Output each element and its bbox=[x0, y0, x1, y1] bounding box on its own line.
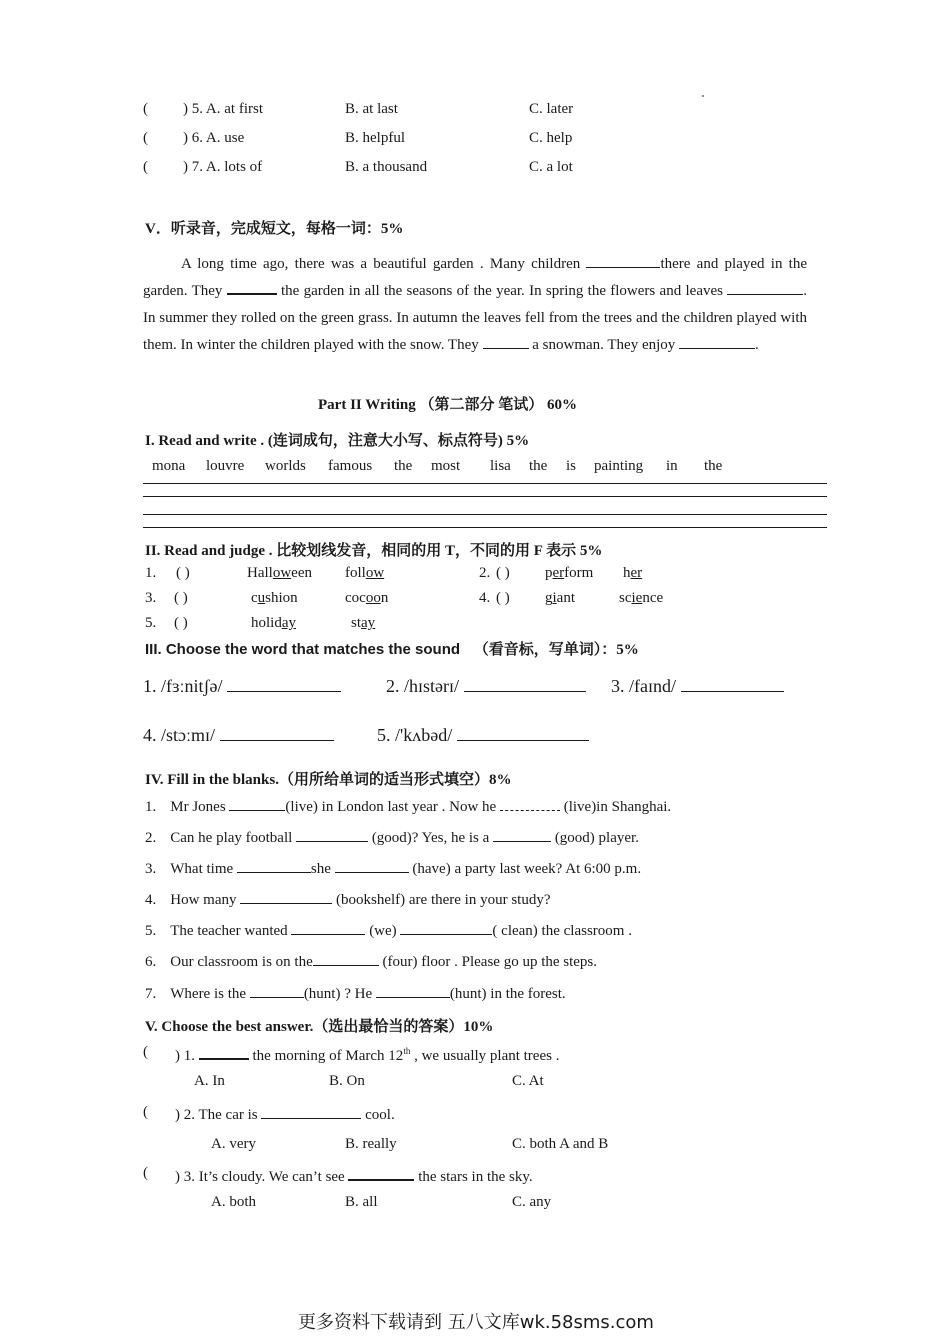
word-2: stay bbox=[351, 615, 376, 631]
item-number: 4. bbox=[479, 590, 491, 606]
answer-paren: ( bbox=[143, 1044, 148, 1060]
word-1: giant bbox=[545, 590, 575, 606]
passage-text: a snowman. They enjoy bbox=[532, 337, 676, 353]
option-b: B. at last bbox=[345, 101, 398, 117]
option-b: B. a thousand bbox=[345, 159, 428, 175]
word-1: perform bbox=[545, 565, 594, 581]
question-1: ) 1. the morning of March 12th , we usually plant trees . bbox=[175, 1046, 560, 1064]
fill-item: 2. Can he play football (good)? Yes, he is a (good) player. bbox=[145, 827, 639, 847]
blank[interactable] bbox=[679, 334, 755, 349]
option-b[interactable]: B. all bbox=[345, 1194, 378, 1210]
word: most bbox=[431, 458, 461, 474]
option-c[interactable]: C. any bbox=[512, 1194, 552, 1210]
stray-dot bbox=[702, 95, 704, 97]
blank[interactable] bbox=[227, 279, 277, 295]
answer-blank[interactable] bbox=[229, 796, 285, 811]
answer-paren: ( bbox=[143, 101, 148, 117]
answer-blank[interactable] bbox=[493, 827, 551, 842]
passage-text: the garden in all the seasons of the year. In spring the flowers and leaves bbox=[281, 283, 723, 299]
answer-paren[interactable]: ( ) bbox=[174, 590, 188, 606]
word-1: holiday bbox=[251, 615, 297, 631]
answer-blank[interactable] bbox=[376, 983, 450, 998]
passage-text: there and played in the garden. They bbox=[143, 256, 807, 299]
fill-item: 4. How many (bookshelf) are there in your study? bbox=[145, 889, 551, 909]
answer-blank[interactable] bbox=[291, 920, 365, 935]
question-3: ) 3. It’s cloudy. We can’t see the stars in the sky. bbox=[175, 1165, 533, 1186]
answer-blank[interactable] bbox=[400, 920, 492, 935]
question-5: ) 5. A. at first bbox=[183, 101, 263, 117]
item-number: 2. bbox=[479, 565, 491, 581]
answer-blank[interactable] bbox=[261, 1104, 361, 1119]
word: famous bbox=[328, 458, 373, 474]
phonetic-item: 5. /'kʌbəd/ bbox=[377, 725, 589, 746]
footer-watermark: 更多资料下载请到 五八文库wk.58sms.com bbox=[298, 1312, 654, 1333]
option-b[interactable]: B. really bbox=[345, 1136, 397, 1152]
sec2-heading: II. Read and judge . 比较划线发音，相同的用 T，不同的用 F 表示 5% bbox=[145, 543, 603, 559]
item-number: 3. bbox=[145, 590, 157, 606]
fill-item: 3. What time she (have) a party last week? At 6:00 p.m. bbox=[145, 858, 641, 878]
option-a[interactable]: A. In bbox=[194, 1073, 225, 1089]
option-c: C. a lot bbox=[529, 159, 573, 175]
listening-passage bbox=[143, 251, 807, 359]
option-c: C. help bbox=[529, 130, 573, 146]
word-1: cushion bbox=[251, 590, 298, 606]
word: in bbox=[666, 458, 678, 474]
writing-line[interactable] bbox=[143, 527, 827, 528]
word-2: follow bbox=[345, 565, 385, 581]
option-b[interactable]: B. On bbox=[329, 1073, 365, 1089]
option-b: B. helpful bbox=[345, 130, 405, 146]
answer-paren[interactable]: ( ) bbox=[176, 565, 190, 581]
answer-blank[interactable] bbox=[457, 726, 589, 741]
blank[interactable] bbox=[483, 334, 529, 349]
answer-blank[interactable] bbox=[250, 983, 304, 998]
sec1-heading: I. Read and write . (连词成句，注意大小写、标点符号) 5% bbox=[145, 433, 530, 449]
answer-paren: ( bbox=[143, 1104, 148, 1120]
answer-blank[interactable] bbox=[240, 889, 332, 904]
writing-line[interactable] bbox=[143, 496, 827, 497]
answer-blank[interactable] bbox=[237, 858, 311, 873]
passage-text: . In summer they rolled on the green grass. In autumn the leaves fell from the trees and the children played with them. In winter the children played with the snow. They bbox=[143, 283, 808, 353]
question-2: ) 2. The car is cool. bbox=[175, 1104, 395, 1124]
answer-paren: ( bbox=[143, 159, 148, 175]
word: the bbox=[704, 458, 723, 474]
word: the bbox=[529, 458, 548, 474]
blank[interactable] bbox=[586, 253, 660, 268]
item-number: 5. bbox=[145, 615, 157, 631]
answer-blank[interactable] bbox=[464, 677, 586, 692]
word: louvre bbox=[206, 458, 245, 474]
word: mona bbox=[152, 458, 186, 474]
question-6: ) 6. A. use bbox=[183, 130, 245, 146]
sec5-heading: V. Choose the best answer.（选出最恰当的答案）10% bbox=[145, 1019, 494, 1035]
answer-paren: ( bbox=[143, 130, 148, 146]
item-number: 1. bbox=[145, 565, 157, 581]
fill-item: 6. Our classroom is on the (four) floor . Please go up the steps. bbox=[145, 951, 597, 971]
word: the bbox=[394, 458, 413, 474]
option-c: C. later bbox=[529, 101, 574, 117]
option-c[interactable]: C. both A and B bbox=[512, 1136, 609, 1152]
sec3-heading: III. Choose the word that matches the sound （看音标，写单词）：5% bbox=[145, 641, 639, 658]
phonetic-item: 2. /hɪstərɪ/ bbox=[386, 676, 586, 697]
answer-paren[interactable]: ( ) bbox=[496, 565, 510, 581]
answer-blank[interactable] bbox=[313, 951, 379, 966]
question-7: ) 7. A. lots of bbox=[183, 159, 263, 175]
fill-item: 7. Where is the (hunt) ? He (hunt) in the forest. bbox=[145, 983, 566, 1003]
answer-blank[interactable] bbox=[681, 677, 784, 692]
answer-paren: ( bbox=[143, 1165, 148, 1181]
blank[interactable] bbox=[727, 280, 803, 295]
listening-heading: V．听录音，完成短文，每格一词：5% bbox=[145, 221, 404, 237]
answer-blank[interactable] bbox=[220, 726, 334, 741]
passage-text: . bbox=[755, 337, 759, 353]
word-2: cocoon bbox=[345, 590, 389, 606]
phonetic-item: 3. /faɪnd/ bbox=[611, 676, 784, 697]
option-c[interactable]: C. At bbox=[512, 1073, 544, 1089]
word: lisa bbox=[490, 458, 511, 474]
word: painting bbox=[594, 458, 644, 474]
answer-blank[interactable] bbox=[199, 1044, 249, 1060]
passage-text: A long time ago, there was a beautiful garden . Many children bbox=[181, 256, 581, 272]
option-a[interactable]: A. very bbox=[211, 1136, 256, 1152]
fill-item: 1. Mr Jones (live) in London last year . Now he (live)in Shanghai. bbox=[145, 796, 671, 816]
phonetic-item: 1. /fɜːnitʃə/ bbox=[143, 676, 341, 697]
word-2: her bbox=[623, 565, 643, 581]
phonetic-item: 4. /stɔːmɪ/ bbox=[143, 725, 334, 746]
word: worlds bbox=[265, 458, 306, 474]
answer-blank[interactable] bbox=[296, 827, 368, 842]
writing-line[interactable] bbox=[143, 514, 827, 515]
answer-blank[interactable] bbox=[335, 858, 409, 873]
answer-paren[interactable]: ( ) bbox=[174, 615, 188, 631]
part2-title: Part II Writing （第二部分 笔试） 60% bbox=[318, 397, 578, 413]
option-a[interactable]: A. both bbox=[211, 1194, 256, 1210]
answer-blank[interactable] bbox=[500, 796, 560, 811]
fill-item: 5. The teacher wanted (we) ( clean) the classroom . bbox=[145, 920, 632, 940]
word-2: science bbox=[619, 590, 664, 606]
answer-paren[interactable]: ( ) bbox=[496, 590, 510, 606]
writing-line[interactable] bbox=[143, 483, 827, 484]
word: is bbox=[566, 458, 577, 474]
word-1: Halloween bbox=[247, 565, 312, 581]
answer-blank[interactable] bbox=[227, 677, 341, 692]
sec4-heading: IV. Fill in the blanks.（用所给单词的适当形式填空）8% bbox=[145, 772, 512, 788]
answer-blank[interactable] bbox=[348, 1165, 414, 1181]
